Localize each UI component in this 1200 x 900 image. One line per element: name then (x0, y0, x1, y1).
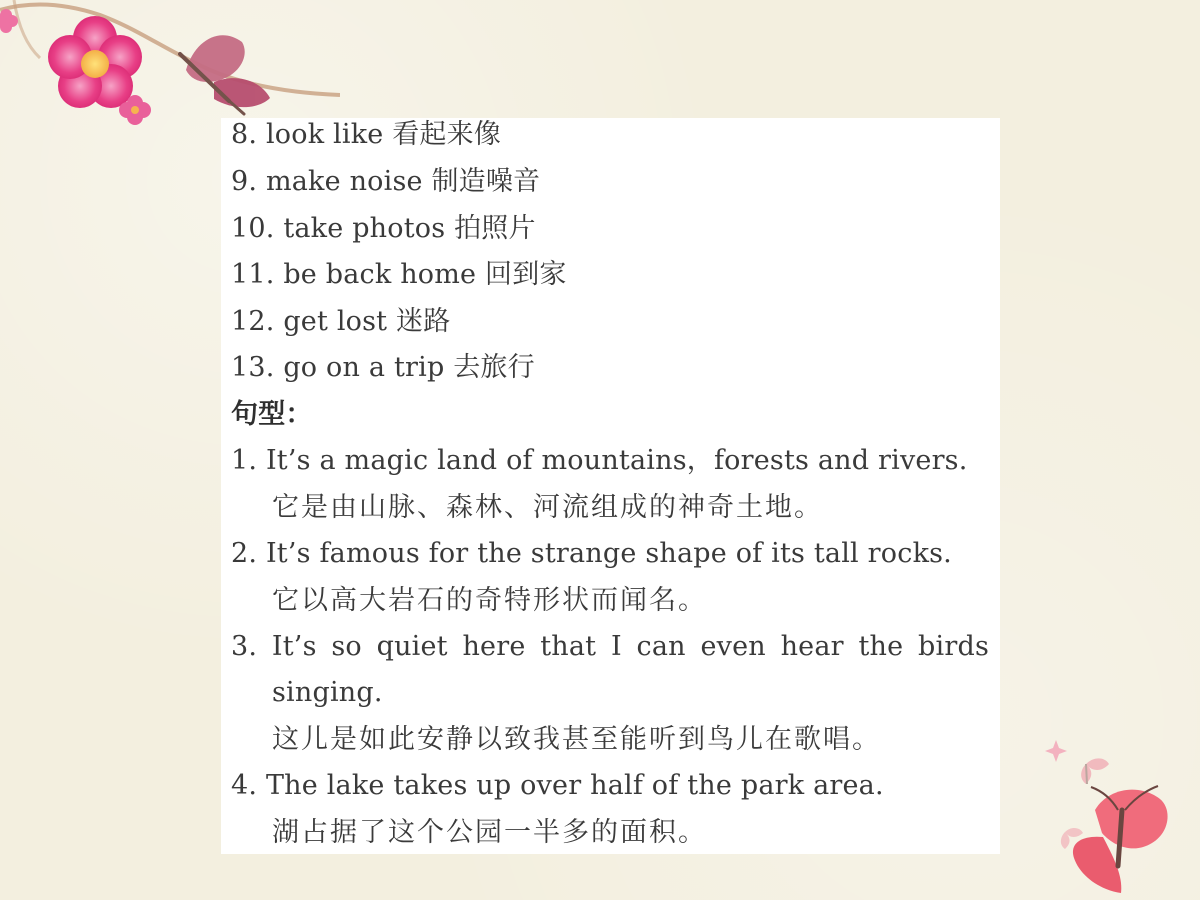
phrase-item-look-like: 8. look like 看起来像 (231, 119, 502, 150)
phrase-item-get-lost: 12. get lost 迷路 (231, 306, 451, 337)
sentence-3-english-line-1: 3. It’s so quiet here that I can even hear the birds (231, 631, 989, 662)
sentence-2-english: 2. It’s famous for the strange shape of its tall rocks. (231, 538, 952, 569)
sentence-4-english: 4. The lake takes up over half of the park area. (231, 770, 884, 801)
sentence-1-chinese: 它是由山脉、森林、河流组成的神奇土地。 (272, 492, 823, 523)
phrase-item-be-back-home: 11. be back home 回到家 (231, 259, 567, 290)
phrase-item-take-photos: 10. take photos 拍照片 (231, 213, 536, 244)
sentence-2-chinese: 它以高大岩石的奇特形状而闻名。 (272, 585, 707, 616)
phrase-item-make-noise: 9. make noise 制造噪音 (231, 166, 541, 197)
phrase-item-go-on-a-trip: 13. go on a trip 去旅行 (231, 352, 535, 383)
sentence-1-english: 1. It’s a magic land of mountains，forests and rivers. (231, 445, 968, 476)
phrase-card (221, 118, 1000, 854)
sentence-pattern-heading: 句型： (231, 399, 313, 430)
sentence-3-english-line-2: singing. (272, 677, 383, 708)
sentence-4-chinese: 湖占据了这个公园一半多的面积。 (272, 817, 707, 848)
sentence-3-chinese: 这儿是如此安静以致我甚至能听到鸟儿在歌唱。 (272, 724, 881, 755)
